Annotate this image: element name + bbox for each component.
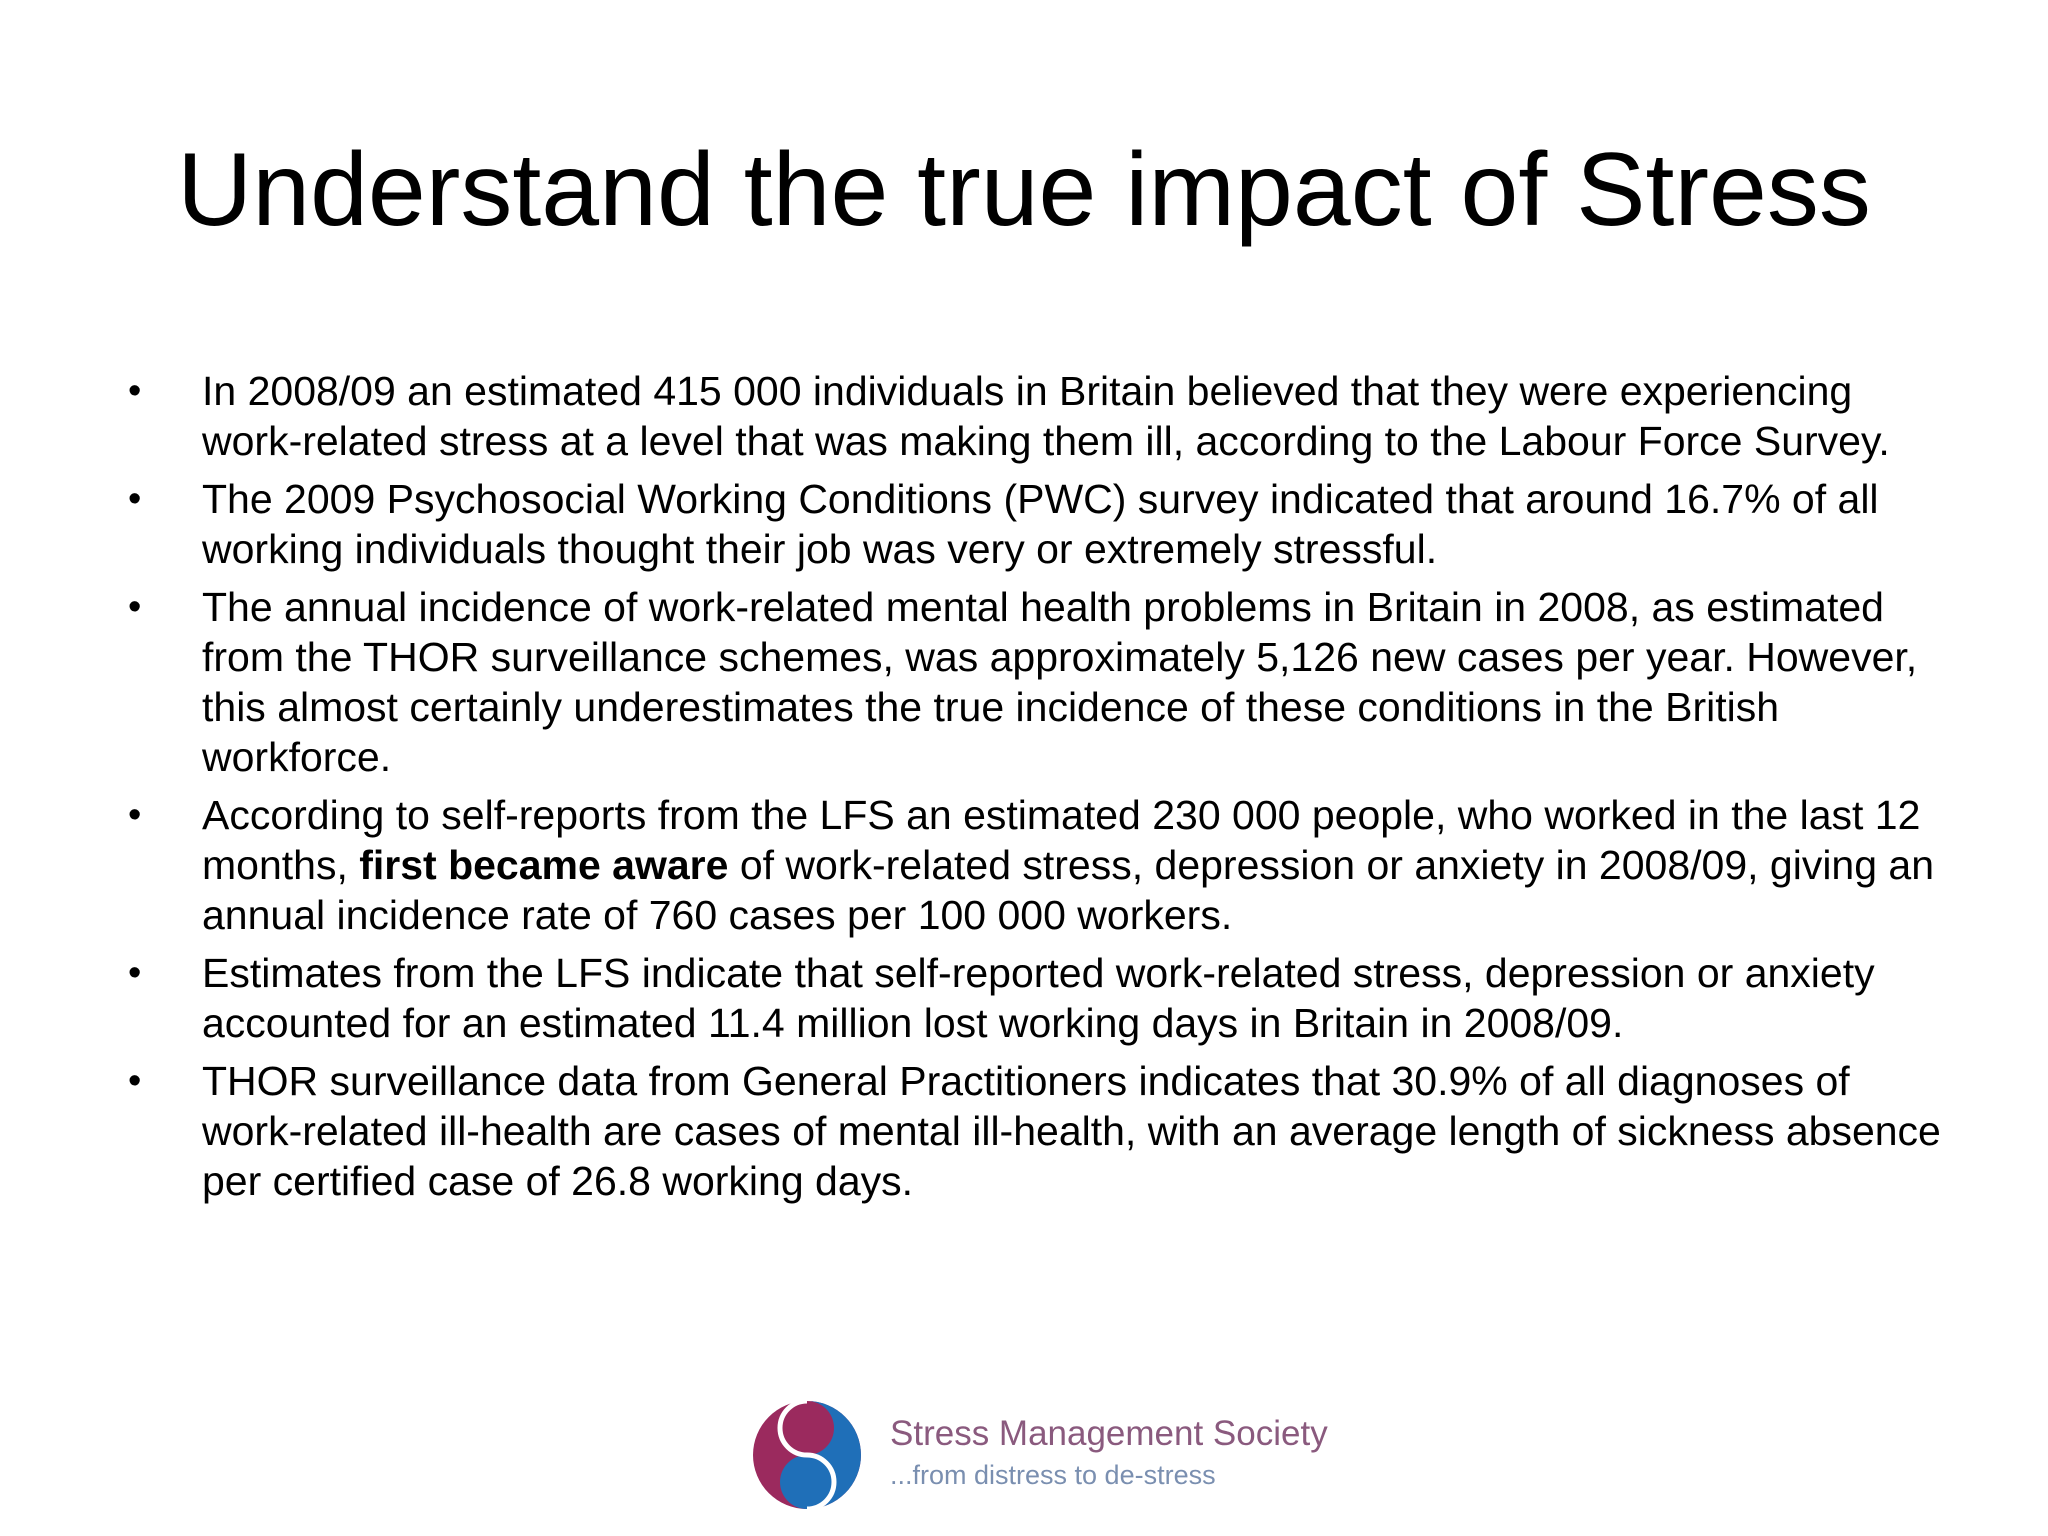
logo-tagline: ...from distress to de-stress xyxy=(890,1460,1216,1490)
bullet-symbol: • xyxy=(128,952,142,994)
logo-mark-icon xyxy=(752,1400,862,1510)
bullet-text-before: According to self-reports from the LFS an estimated 230 000 people, who worked in the last 12 months, xyxy=(202,792,1921,888)
bullet-text-bold: first became aware xyxy=(359,842,729,888)
bullet-text: Estimates from the LFS indicate that self-reported work-related stress, depression or anxiety accounted for an estimated 11.4 million lost working days in Britain in 2008/09. xyxy=(202,950,1875,1046)
bullet-symbol: • xyxy=(128,370,142,412)
bullet-text: In 2008/09 an estimated 415 000 individuals in Britain believed that they were experiencing work-related stress at a level that was making them ill, according to the Labour Force Survey. xyxy=(202,368,1890,464)
bullet-text xyxy=(202,792,1934,938)
bullet-item xyxy=(120,948,1950,1048)
bullet-text-after: of work-related stress, depression or anxiety in 2008/09, giving an annual incidence rate of 760 cases per 100 000 workers. xyxy=(202,842,1935,938)
bullet-item xyxy=(120,474,1950,574)
slide-title: Understand the true impact of Stress xyxy=(177,132,1871,248)
bullet-text: The 2009 Psychosocial Working Conditions (PWC) survey indicated that around 16.7% of all working individuals thought their job was very or extremely stressful. xyxy=(202,476,1879,572)
bullet-symbol: • xyxy=(128,586,142,628)
bullet-symbol: • xyxy=(128,1060,142,1102)
bullet-item xyxy=(120,366,1950,466)
stress-management-society-logo xyxy=(752,1400,1372,1510)
bullet-list xyxy=(120,366,1950,1214)
bullet-text: The annual incidence of work-related mental health problems in Britain in 2008, as estimated from the THOR surveillance schemes, was approximately 5,126 new cases per year. However, this almost certainly underestimates the true incidence of these conditions in the British workforce. xyxy=(202,584,1918,780)
logo-name: Stress Management Society xyxy=(890,1414,1328,1453)
bullet-item xyxy=(120,1056,1950,1206)
bullet-item xyxy=(120,790,1950,940)
bullet-symbol: • xyxy=(128,794,142,836)
bullet-text: THOR surveillance data from General Practitioners indicates that 30.9% of all diagnoses of work-related ill-health are cases of mental ill-health, with an average length of sickness absence per certified case of 26.8 working days. xyxy=(202,1058,1941,1204)
bullet-symbol: • xyxy=(128,478,142,520)
bullet-item xyxy=(120,582,1950,782)
